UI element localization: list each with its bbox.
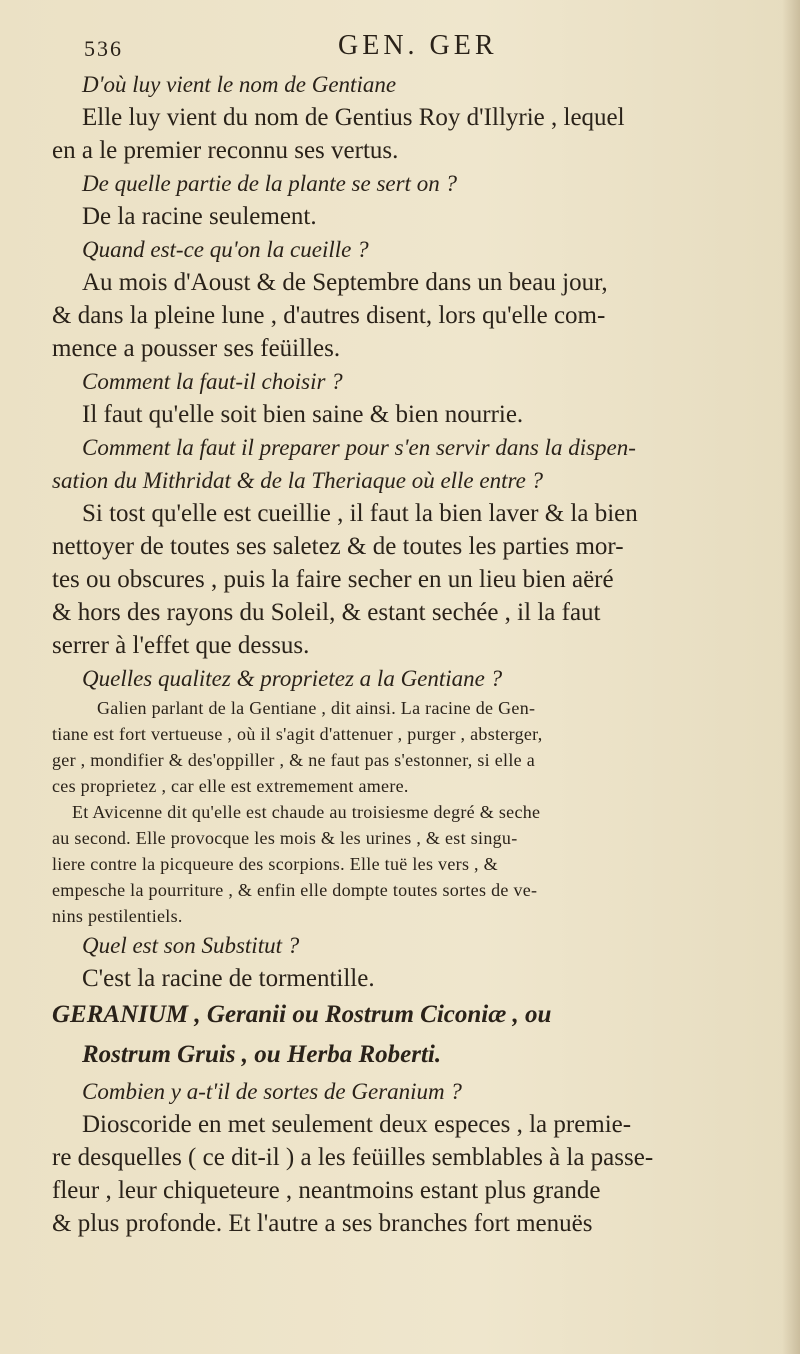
body-line: & hors des rayons du Soleil, & estant sechée , il la faut bbox=[52, 599, 601, 626]
page-text-block bbox=[52, 30, 792, 1240]
body-line: De la racine seulement. bbox=[82, 203, 317, 230]
small-text-line: liere contre la picqueure des scorpions. Elle tuë les vers , & bbox=[52, 854, 498, 874]
body-line: en a le premier reconnu ses vertus. bbox=[52, 137, 399, 164]
text-lines bbox=[52, 68, 792, 1240]
question-line: D'où luy vient le nom de Gentiane bbox=[82, 72, 397, 97]
body-line: re desquelles ( ce dit-il ) a les feüilles semblables à la passe- bbox=[52, 1144, 654, 1171]
body-line: Au mois d'Aoust & de Septembre dans un beau jour, bbox=[82, 269, 608, 296]
question-line: Combien y a-t'il de sortes de Geranium ? bbox=[82, 1079, 462, 1104]
body-line: nettoyer de toutes ses saletez & de toutes les parties mor- bbox=[52, 533, 624, 560]
body-line: Si tost qu'elle est cueillie , il faut la bien laver & la bien bbox=[82, 500, 638, 527]
question-line: Quel est son Substitut ? bbox=[82, 933, 300, 958]
small-text-line: ger , mondifier & des'oppiller , & ne faut pas s'estonner, si elle a bbox=[52, 750, 536, 770]
small-text-line: ces proprietez , car elle est extremement amere. bbox=[52, 776, 409, 796]
question-line: De quelle partie de la plante se sert on ? bbox=[82, 171, 457, 196]
body-line: mence a pousser ses feüilles. bbox=[52, 335, 341, 362]
body-line: Dioscoride en met seulement deux especes , la premie- bbox=[82, 1111, 632, 1138]
small-text-line: nins pestilentiels. bbox=[52, 906, 183, 926]
body-line: fleur , leur chiqueteure , neantmoins estant plus grande bbox=[52, 1177, 601, 1204]
body-line: serrer à l'effet que dessus. bbox=[52, 632, 310, 659]
running-header bbox=[52, 30, 792, 68]
page-number: 536 bbox=[84, 36, 123, 61]
body-line: C'est la racine de tormentille. bbox=[82, 965, 375, 992]
question-line: Comment la faut-il choisir ? bbox=[82, 369, 343, 394]
small-text-line: Et Avicenne dit qu'elle est chaude au troisiesme degré & seche bbox=[72, 802, 541, 822]
body-line: tes ou obscures , puis la faire secher en un lieu bien aëré bbox=[52, 566, 614, 593]
small-text-line: empesche la pourriture , & enfin elle dompte toutes sortes de ve- bbox=[52, 880, 538, 900]
small-text-line: au second. Elle provocque les mois & les urines , & est singu- bbox=[52, 828, 518, 848]
question-line: sation du Mithridat & de la Theriaque où elle entre ? bbox=[52, 468, 544, 493]
body-line: & dans la pleine lune , d'autres disent, lors qu'elle com- bbox=[52, 302, 606, 329]
body-line: Il faut qu'elle soit bien saine & bien nourrie. bbox=[82, 401, 524, 428]
body-line: & plus profonde. Et l'autre a ses branches fort menuës bbox=[52, 1210, 593, 1237]
question-line: Quand est-ce qu'on la cueille ? bbox=[82, 237, 369, 262]
question-line: Comment la faut il preparer pour s'en servir dans la dispen- bbox=[82, 435, 636, 460]
entry-heading-line: GERANIUM , Geranii ou Rostrum Ciconiæ , ou bbox=[52, 1001, 552, 1028]
entry-heading-line: Rostrum Gruis , ou Herba Roberti. bbox=[82, 1041, 442, 1068]
small-text-line: tiane est fort vertueuse , où il s'agit d'attenuer , purger , absterger, bbox=[52, 724, 543, 744]
question-line: Quelles qualitez & proprietez a la Gentiane ? bbox=[82, 666, 503, 691]
running-title: GEN. GER bbox=[338, 30, 498, 61]
body-line: Elle luy vient du nom de Gentius Roy d'Illyrie , lequel bbox=[82, 104, 625, 131]
small-text-line: Galien parlant de la Gentiane , dit ainsi. La racine de Gen- bbox=[97, 698, 536, 718]
